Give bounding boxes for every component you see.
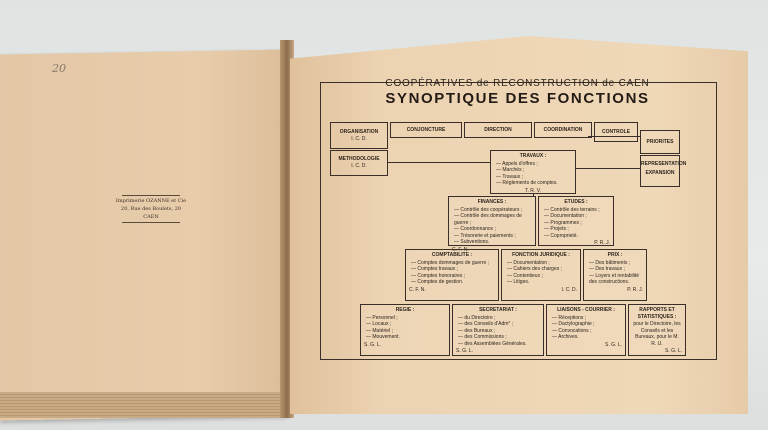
list-item: — Litiges. (507, 279, 577, 286)
secretariat-abbr: S. G. L. (456, 348, 473, 354)
controle-box (594, 122, 638, 142)
printer-imprint (108, 194, 194, 224)
list-item: — Contentieux ; (507, 273, 577, 280)
secretariat-box (452, 304, 544, 356)
rapports-body: pour le Directoire, les Conseils et les Bureaux, pour le M. R. U. (633, 321, 681, 347)
juridique-title: FONCTION JURIDIQUE : (512, 252, 570, 258)
connector-line (533, 194, 534, 197)
juridique-abbr: I. C. D. (561, 286, 577, 293)
list-item: — Documentation ; (544, 213, 610, 220)
comptabilite-title: COMPTABILITE : (431, 252, 473, 258)
list-item: — Cahiers des charges ; (507, 266, 577, 273)
rapports-title: RAPPORTS ET STATISTIQUES : (637, 307, 677, 320)
list-item: — Travaux ; (496, 174, 572, 181)
prix-title: PRIX : (607, 252, 623, 258)
list-item: — Coordonnance ; (454, 226, 532, 233)
controle-label: CONTROLE (601, 129, 631, 135)
rapports-abbr: S. G. L. (665, 348, 682, 354)
priorites-box (640, 130, 680, 154)
list-item: — Réceptions ; (552, 315, 622, 322)
list-item: — Mouvement. (366, 334, 446, 341)
list-item: — Contrôle des dommages de guerre ; (454, 213, 532, 226)
methodologie-label: METHODOLOGIE (338, 156, 380, 162)
comptabilite-abbr: C. F. N. (409, 286, 426, 293)
coordination-label: COORDINATION (543, 127, 583, 133)
etudes-title: ETUDES : (564, 199, 588, 205)
finances-box (448, 196, 536, 253)
chart-header (320, 78, 715, 107)
list-item: — Des bâtiments ; (589, 260, 643, 267)
organisation-box (330, 122, 388, 149)
list-item: — Matériel ; (366, 328, 446, 335)
priorites-label: PRIORITES (646, 139, 674, 145)
representation-label: REPRESENTATION (641, 161, 687, 167)
direction-label: DIRECTION (484, 127, 512, 133)
expansion-label: EXPANSION (645, 170, 675, 176)
list-item: — Documentation ; (507, 260, 577, 267)
list-item: — Subventions. (454, 239, 532, 246)
liaisons-title: LIAISONS - COURRIER : (557, 307, 615, 313)
list-item: — Trésorerie et paiements ; (454, 233, 532, 240)
regie-title: REGIE : (395, 307, 415, 313)
list-item: — Comptes honoraires ; (411, 273, 495, 280)
list-item: — Loyers et rentabilité des constructions. (589, 273, 643, 286)
list-item: — Dactylographie ; (552, 321, 622, 328)
prix-box (583, 249, 647, 301)
travaux-abbr: T. R. V. (525, 187, 541, 194)
methodologie-abbr: I. C. D. (351, 163, 367, 169)
secretariat-title: SECRETARIAT : (479, 307, 517, 313)
conjoncture-box (390, 122, 462, 138)
list-item: — Appels d'offres ; (496, 161, 572, 168)
list-item: — des Commissions ; (458, 334, 540, 341)
list-item: — Contrôle des terrains ; (544, 207, 610, 214)
connector-line (388, 162, 490, 163)
methodologie-box (330, 150, 388, 176)
travaux-box (490, 150, 576, 194)
regie-box (360, 304, 450, 356)
list-item: — des Bureaux ; (458, 328, 540, 335)
list-item: — du Directoire ; (458, 315, 540, 322)
pencil-note: 20 (52, 62, 66, 75)
etudes-abbr: P. R. J. (594, 240, 610, 246)
organisation-label: ORGANISATION (339, 129, 379, 135)
liaisons-box (546, 304, 626, 356)
coordination-box (534, 122, 592, 138)
list-item: — Des travaux ; (589, 266, 643, 273)
list-item: — Convocations ; (552, 328, 622, 335)
rapports-box (628, 304, 686, 356)
page-block-edge (0, 392, 280, 418)
regie-abbr: S. G. L. (364, 341, 381, 348)
travaux-title: TRAVAUX : (519, 153, 547, 159)
list-item: — Comptes de gestion. (411, 279, 495, 286)
chart-subtitle: COOPÉRATIVES de RECONSTRUCTION de CAEN (385, 78, 650, 89)
imprint-line-3: CAEN (143, 214, 159, 220)
etudes-box (538, 196, 614, 246)
list-item: — Comptes dommages de guerre ; (411, 260, 495, 267)
direction-box (464, 122, 532, 138)
chart-title: SYNOPTIQUE DES FONCTIONS (385, 90, 650, 107)
comptabilite-box (405, 249, 499, 301)
imprint-line-1: Imprimerie OZANNE et Cie (115, 198, 187, 204)
list-item: — Programmes ; (544, 220, 610, 227)
list-item: — Marchés ; (496, 167, 572, 174)
juridique-box (501, 249, 581, 301)
list-item: — Coproprieté. (544, 233, 610, 240)
liaisons-abbr: S. G. L. (605, 341, 622, 348)
list-item: — Locaux ; (366, 321, 446, 328)
representation-box (640, 155, 687, 187)
finances-title: FINANCES : (477, 199, 507, 205)
left-page (0, 49, 287, 420)
conjoncture-label: CONJONCTURE (406, 127, 446, 133)
list-item: — Personnel ; (366, 315, 446, 322)
list-item: — Comptes travaux ; (411, 266, 495, 273)
list-item: — Contrôle des coopérateurs ; (454, 207, 532, 214)
prix-abbr: P. R. J. (627, 286, 643, 293)
imprint-line-2: 20, Rue des Boulets, 20 (121, 206, 181, 212)
connector-line (588, 136, 640, 137)
connector-line (576, 168, 640, 169)
list-item: — Règlements de comptes. (496, 180, 572, 187)
finances-abbr: C. F. N. (452, 246, 469, 253)
list-item: — des Conseils d'Adm° ; (458, 321, 540, 328)
list-item: — des Assemblées Générales. (458, 341, 540, 348)
organisation-abbr: I. C. D. (351, 136, 367, 142)
list-item: — Projets ; (544, 226, 610, 233)
list-item: — Archives. (552, 334, 622, 341)
